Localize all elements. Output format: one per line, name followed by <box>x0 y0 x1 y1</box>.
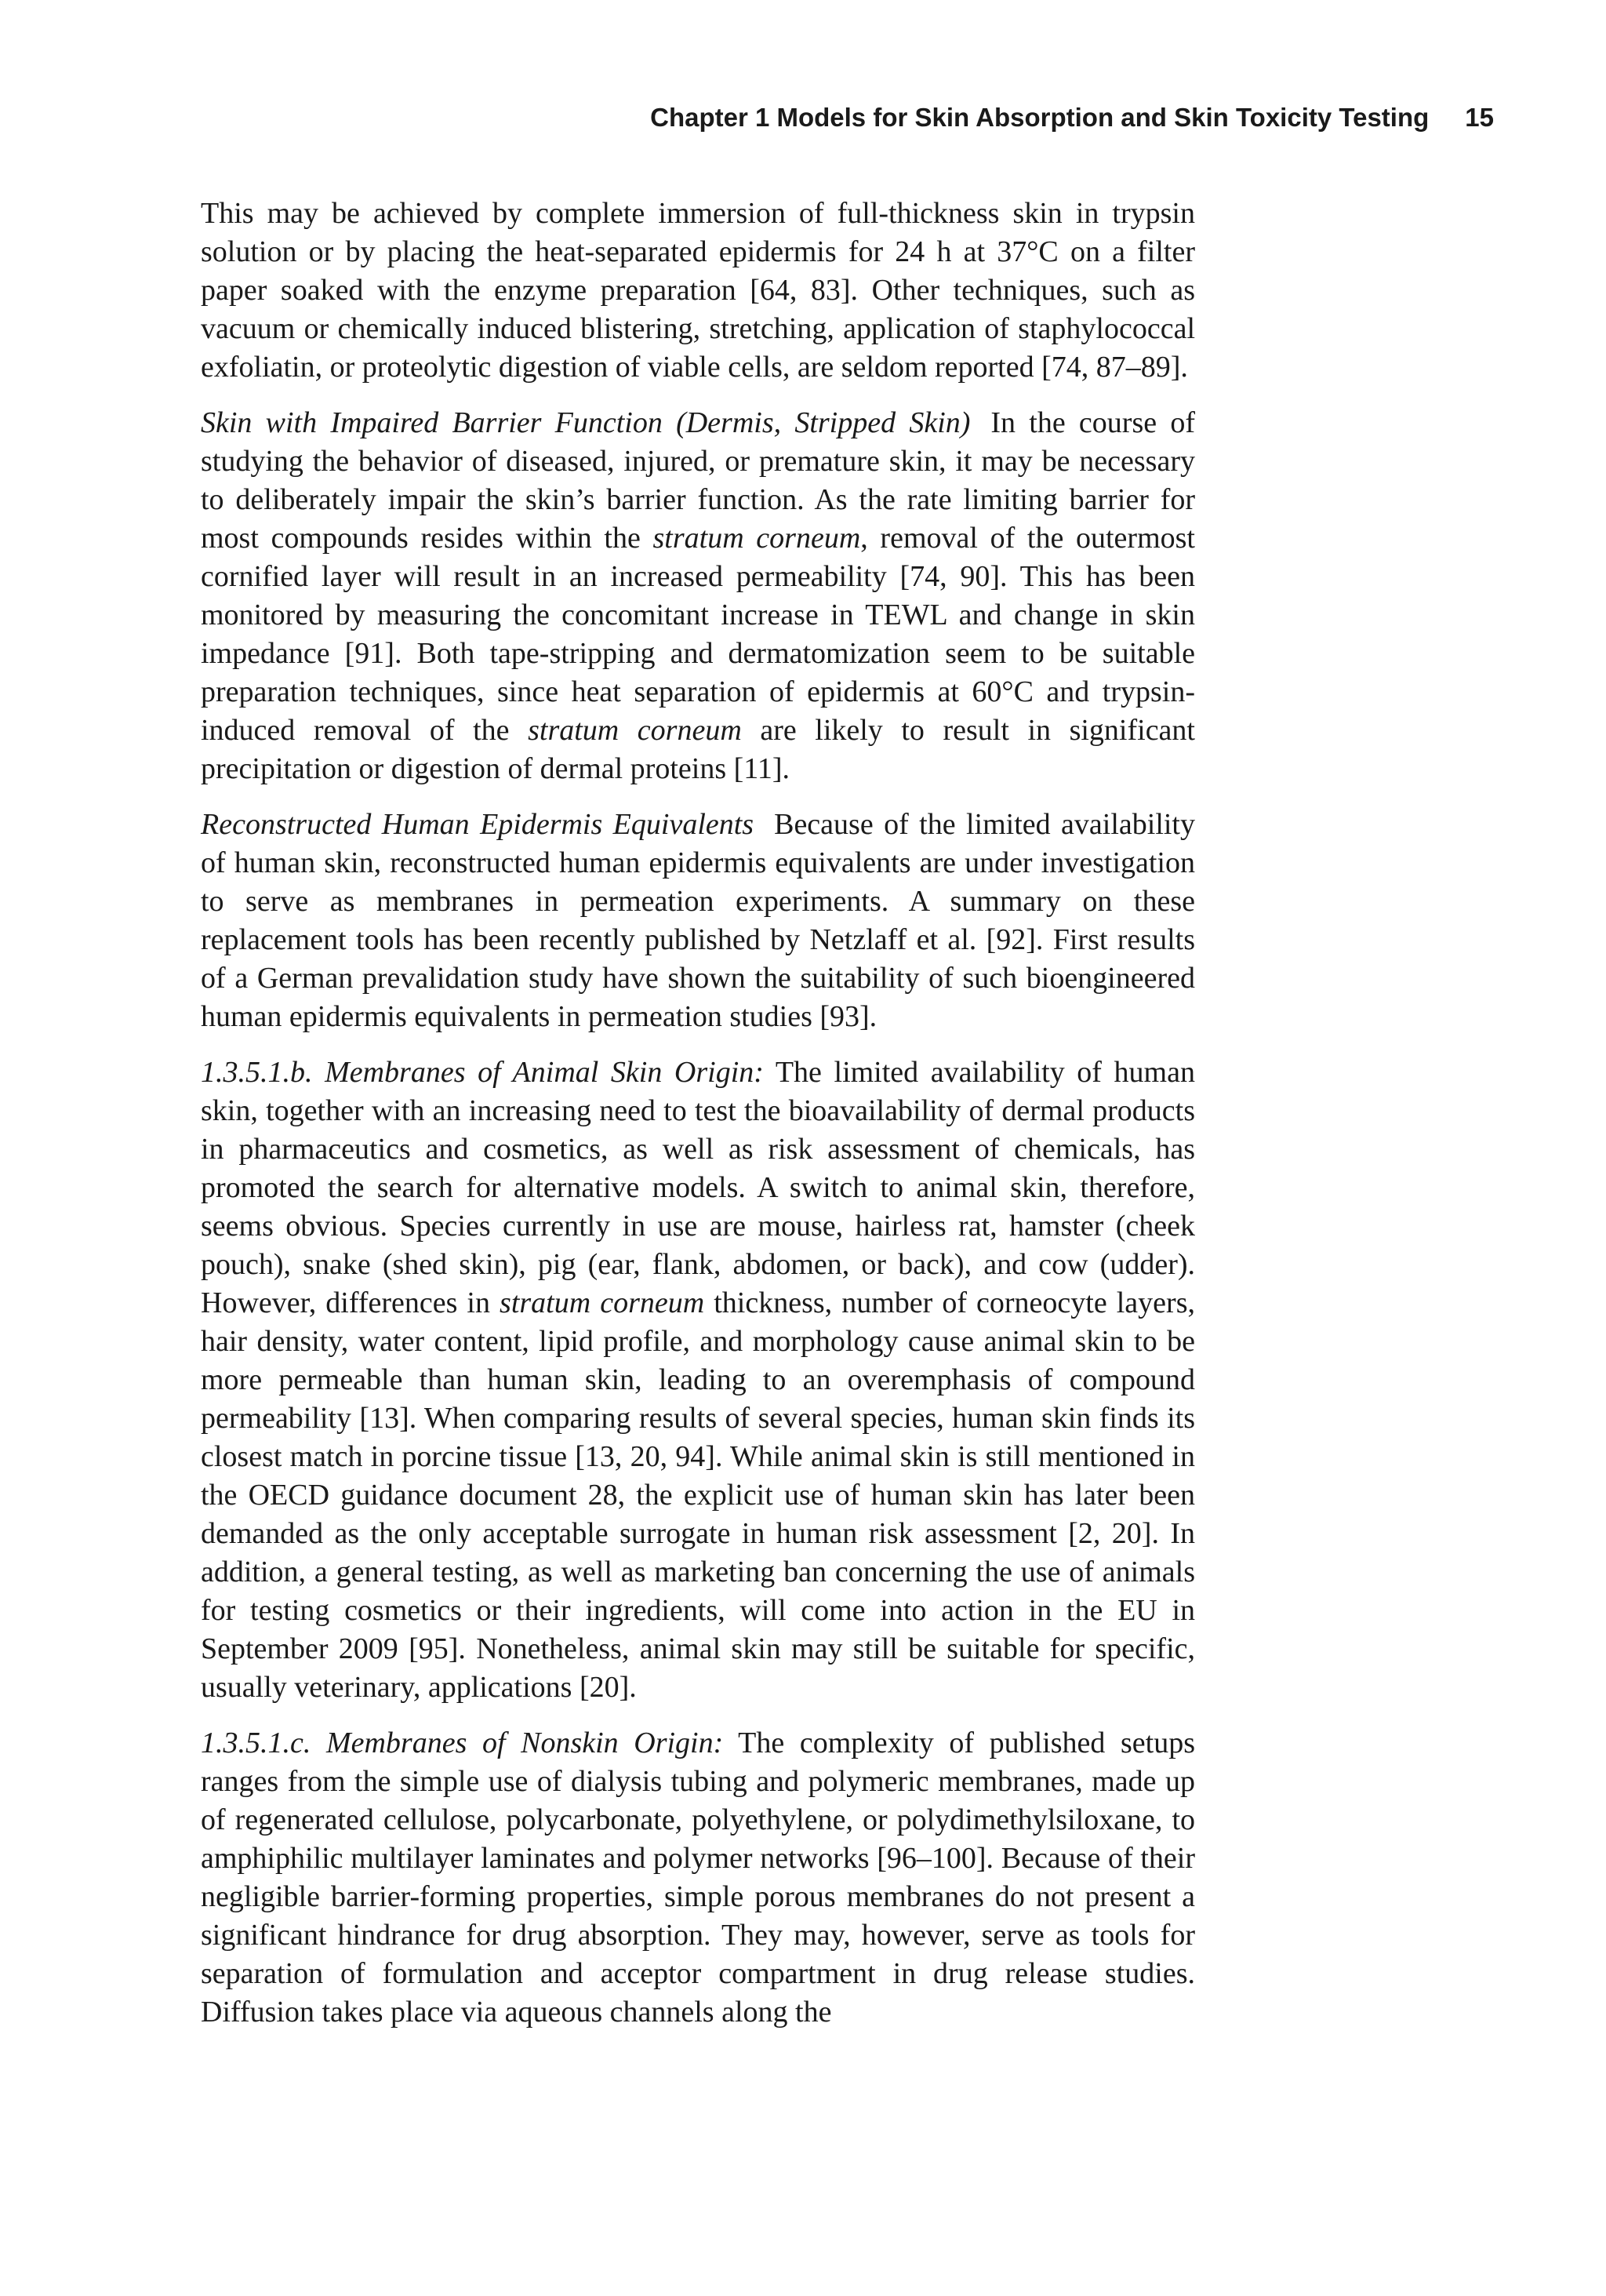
section-heading-reconstructed-epidermis: Reconstructed Human Epidermis Equivalents <box>201 808 754 841</box>
paragraph-text: , removal of the outermost cornified layer will result in an increased permeability [74, 90]. This has been monitored by measuring the concomitant increase in TEWL and change in skin impedance [91]. Both tape-stripping and dermatomization seem to be suitable preparation techniques, since heat separation of epidermis at 60°C and trypsin-induced removal of the <box>201 522 1195 747</box>
section-heading-impaired-barrier: Skin with Impaired Barrier Function (Dermis, Stripped Skin) <box>201 406 971 439</box>
paragraph-impaired-barrier <box>201 404 1195 788</box>
term-stratum-corneum: stratum corneum <box>500 1286 705 1319</box>
section-heading-animal-skin: 1.3.5.1.b. Membranes of Animal Skin Origin: <box>201 1056 764 1089</box>
paragraph-text: The complexity of published setups ranges from the simple use of dialysis tubing and polymeric membranes, made up of regenerated cellulose, polycarbonate, polyethylene, or polydimethylsiloxane, to amphiphilic multilayer laminates and polymer networks [96–100]. Because of their negligible barrier-forming properties, simple porous membranes do not present a significant hindrance for drug absorption. They may, however, serve as tools for separation of formulation and acceptor compartment in drug release studies. Diffusion takes place via aqueous channels along the <box>201 1727 1195 2029</box>
section-heading-nonskin: 1.3.5.1.c. Membranes of Nonskin Origin: <box>201 1727 724 1759</box>
running-head <box>596 102 1494 133</box>
term-stratum-corneum: stratum corneum <box>652 522 861 555</box>
paragraph-text: The limited availability of human skin, together with an increasing need to test the bioavailability of dermal products in pharmaceutics and cosmetics, as well as risk assessment of chemicals, has promoted the search for alternative models. A switch to animal skin, therefore, seems obvious. Species currently in use are mouse, hairless rat, hamster (cheek pouch), snake (shed skin), pig (ear, flank, abdomen, or back), and cow (udder). However, differences in <box>201 1056 1195 1319</box>
term-stratum-corneum: stratum corneum <box>528 714 742 747</box>
paragraph-animal-skin <box>201 1053 1195 1707</box>
paragraph-text: This may be achieved by complete immersion of full-thickness skin in trypsin solution or by placing the heat-separated epidermis for 24 h at 37°C on a filter paper soaked with the enzyme preparation [64, 83]. Other techniques, such as vacuum or chemically induced blistering, stretching, application of staphylococcal exfoliatin, or proteolytic digestion of viable cells, are seldom reported [74, 87–89]. <box>201 197 1195 384</box>
paragraph-immersion <box>201 195 1195 387</box>
body-text <box>201 195 1195 2032</box>
paragraph-nonskin <box>201 1724 1195 2032</box>
paragraph-text: In the course of studying the behavior of diseased, injured, or premature skin, it may be necessary to deliberately impair the skin’s barrier function. As the rate limiting barrier for most compounds resides within the <box>201 406 1195 555</box>
paragraph-reconstructed-epidermis <box>201 806 1195 1036</box>
paragraph-text: thickness, number of corneocyte layers, hair density, water content, lipid profile, and morphology cause animal skin to be more permeable than human skin, leading to an overemphasis of compound permeability [13]. When comparing results of several species, human skin finds its closest match in porcine tissue [13, 20, 94]. While animal skin is still mentioned in the OECD guidance document 28, the explicit use of human skin has later been demanded as the only acceptable surrogate in human risk assessment [2, 20]. In addition, a general testing, as well as marketing ban concerning the use of animals for testing cosmetics or their ingredients, will come into action in the EU in September 2009 [95]. Nonetheless, animal skin may still be suitable for specific, usually veterinary, applications [20]. <box>201 1286 1195 1704</box>
paragraph-text: are likely to result in significant precipitation or digestion of dermal proteins [11]. <box>201 714 1195 785</box>
running-title: Chapter 1 Models for Skin Absorption and Skin Toxicity Testing <box>650 103 1430 132</box>
paragraph-text: Because of the limited availability of human skin, reconstructed human epidermis equivalents are under investigation to serve as membranes in permeation experiments. A summary on these replacement tools has been recently published by Netzlaff et al. [92]. First results of a German prevalidation study have shown the suitability of such bioengineered human epidermis equivalents in permeation studies [93]. <box>201 808 1195 1033</box>
page-number: 15 <box>1465 103 1494 132</box>
